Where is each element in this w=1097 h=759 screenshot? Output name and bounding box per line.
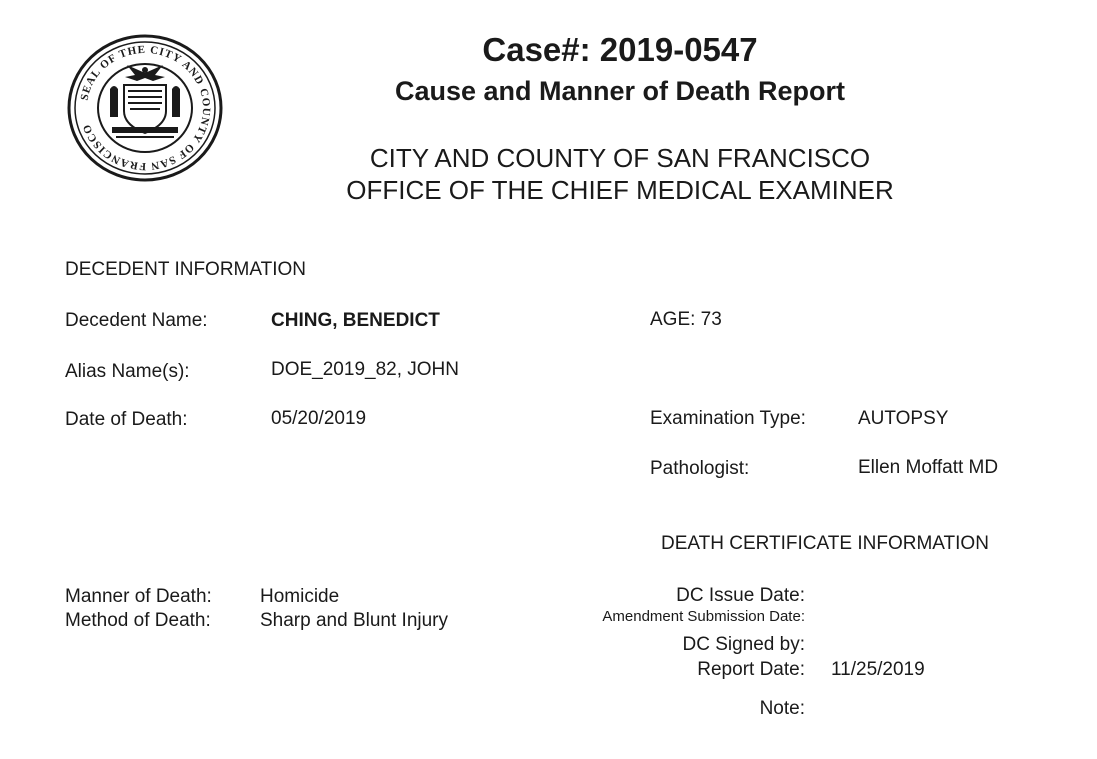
date-of-death-label: Date of Death:	[65, 409, 188, 430]
examination-type-label: Examination Type:	[650, 408, 806, 429]
pathologist-value: Ellen Moffatt MD	[858, 457, 999, 478]
manner-of-death-value: Homicide	[260, 586, 340, 607]
manner-of-death-label: Manner of Death:	[65, 586, 212, 607]
alias-label: Alias Name(s):	[65, 361, 190, 382]
city-name: CITY AND COUNTY OF SAN FRANCISCO	[369, 143, 871, 173]
decedent-section-title: DECEDENT INFORMATION	[65, 259, 307, 280]
decedent-name-value: CHING, BENEDICT	[271, 310, 440, 331]
decedent-age: AGE: 73	[650, 309, 722, 330]
dc-issue-date-label: DC Issue Date:	[676, 585, 805, 606]
report-title: Cause and Manner of Death Report	[394, 76, 846, 106]
dc-signed-by-label: DC Signed by:	[682, 634, 805, 655]
amendment-submission-date-label: Amendment Submission Date:	[602, 608, 805, 625]
death-certificate-section-title: DEATH CERTIFICATE INFORMATION	[661, 533, 989, 554]
pathologist-label: Pathologist:	[650, 458, 750, 479]
decedent-name-label: Decedent Name:	[65, 310, 208, 331]
case-number: Case#: 2019-0547	[482, 31, 758, 68]
office-name: OFFICE OF THE CHIEF MEDICAL EXAMINER	[346, 175, 894, 205]
svg-text:SEAL OF THE CITY AND COUNTY OF: SEAL OF THE CITY AND COUNTY OF SAN FRANCISCO	[78, 43, 213, 173]
note-label: Note:	[759, 698, 805, 719]
method-of-death-value: Sharp and Blunt Injury	[260, 610, 449, 631]
report-date-label: Report Date:	[697, 659, 805, 680]
examination-type-value: AUTOPSY	[858, 408, 949, 429]
report-date-value: 11/25/2019	[831, 659, 925, 680]
city-seal-logo	[66, 33, 224, 183]
alias-value: DOE_2019_82, JOHN	[271, 359, 459, 380]
date-of-death-value: 05/20/2019	[271, 408, 367, 429]
method-of-death-label: Method of Death:	[65, 610, 211, 631]
